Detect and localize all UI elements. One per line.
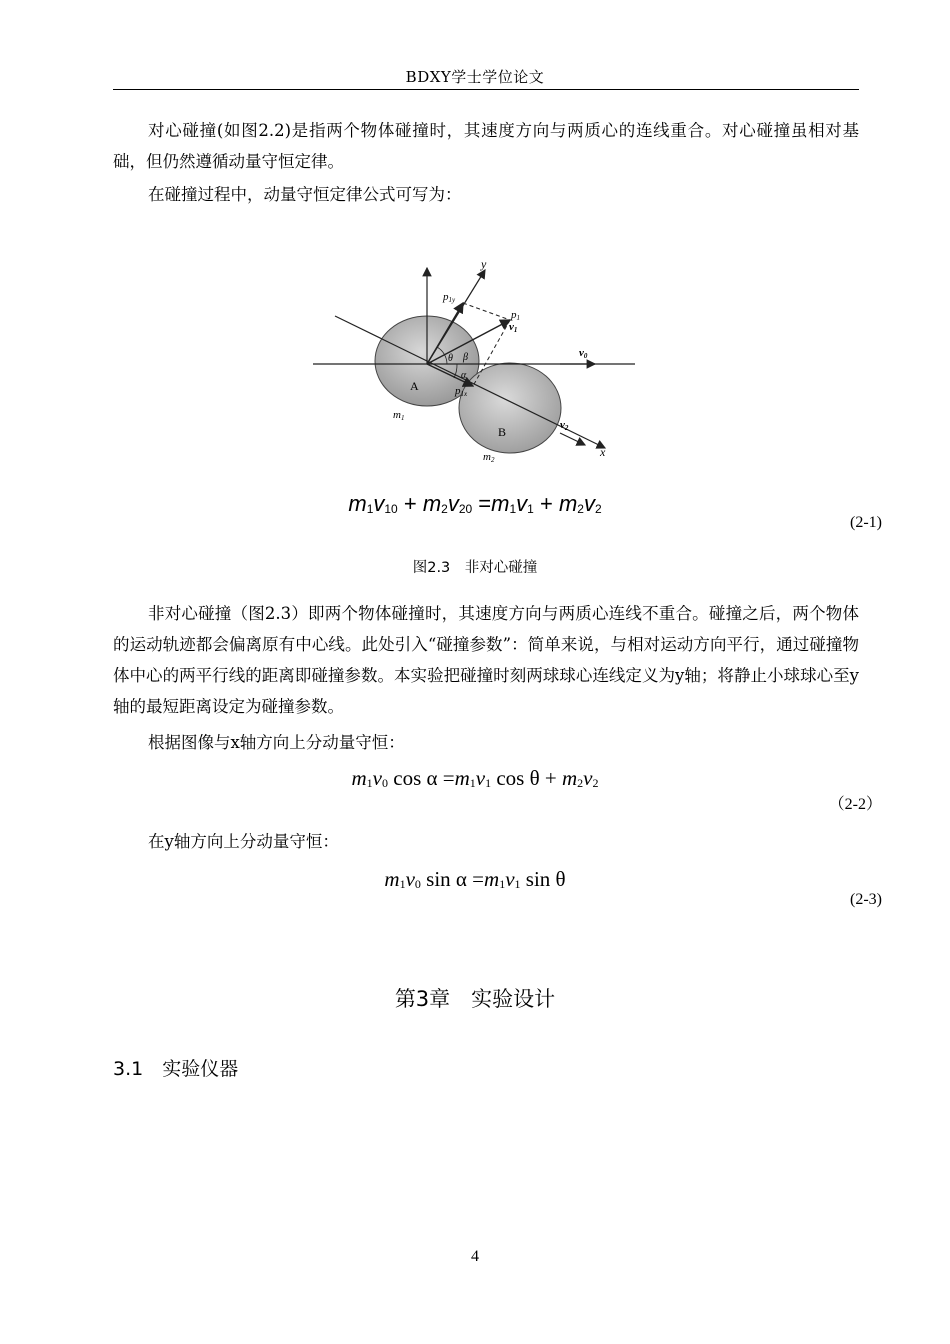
paragraph-noncentral-collision: 非对心碰撞（图2.3）即两个物体碰撞时，其速度方向与两质心连线不重合。碰撞之后，两个物体的运动轨迹都会偏离原有中心线。此处引入“碰撞参数”：简单来说，与相对运动方向平行，通过碰撞物体中心的两平行线的距离即碰撞参数。本实验把碰撞时刻两球球心连线定义为y轴；将静止小球球心至y轴的最短距离设定为碰撞参数。: [113, 604, 859, 716]
collision-diagram: [305, 248, 645, 478]
figure-caption: 图2.3 非对心碰撞: [412, 560, 538, 576]
equation-2-3: $m_1v_0$ $\sin \alpha =m_1v_1$ sin θ: [384, 867, 566, 891]
page-header-title: BDXY学士学位论文: [405, 68, 545, 86]
v2-arrow: [560, 433, 585, 445]
label-m1: m1: [393, 409, 405, 422]
equation-number-2-3: (2-3): [850, 891, 882, 908]
paragraph-y-axis-momentum: 在y轴方向上分动量守恒：: [148, 832, 339, 851]
label-beta: β: [463, 352, 468, 363]
label-v1: v1: [509, 321, 518, 334]
paragraph-central-collision: 对心碰撞(如图2.2)是指两个物体碰撞时，其速度方向与两质心的连线重合。对心碰撞虽相对基础，但仍然遵循动量守恒定律。: [113, 121, 859, 171]
label-ball-a: A: [410, 379, 419, 393]
label-m2: m2: [483, 451, 495, 464]
label-y: y: [481, 257, 487, 271]
equation-2-1: $m_1v_{10} + m_2v_{20} =m_1v_1 + m_2v_2$: [348, 491, 602, 516]
page-number: 4: [471, 1248, 479, 1265]
paragraph-momentum-intro: 在碰撞过程中，动量守恒定律公式可写为：: [148, 185, 462, 204]
dashed-projection-1: [463, 303, 510, 320]
equation-number-2-1: (2-1): [850, 514, 882, 531]
equation-2-2: $m_1v_0$ $\cos \alpha =m_1v_1$ $\cos \theta + m_2v_2$: [351, 766, 599, 790]
section-title: 3.1 实验仪器: [113, 1058, 239, 1080]
label-v0: v0: [579, 347, 588, 360]
label-alpha: α: [461, 370, 467, 381]
label-p1x: p1x: [455, 385, 468, 398]
chapter-title: 第3章 实验设计: [394, 987, 556, 1011]
label-theta: θ: [448, 353, 453, 364]
paragraph-x-axis-momentum: 根据图像与x轴方向上分动量守恒：: [148, 733, 405, 752]
equation-number-2-2: （2-2）: [828, 796, 882, 813]
ball-b: [459, 363, 561, 453]
label-ball-b: B: [498, 425, 507, 439]
label-x: x: [600, 445, 606, 459]
label-p1: p1: [511, 309, 520, 322]
label-v2: v2: [560, 419, 569, 432]
label-p1y: p1y: [443, 291, 456, 304]
header-rule: [113, 89, 859, 90]
